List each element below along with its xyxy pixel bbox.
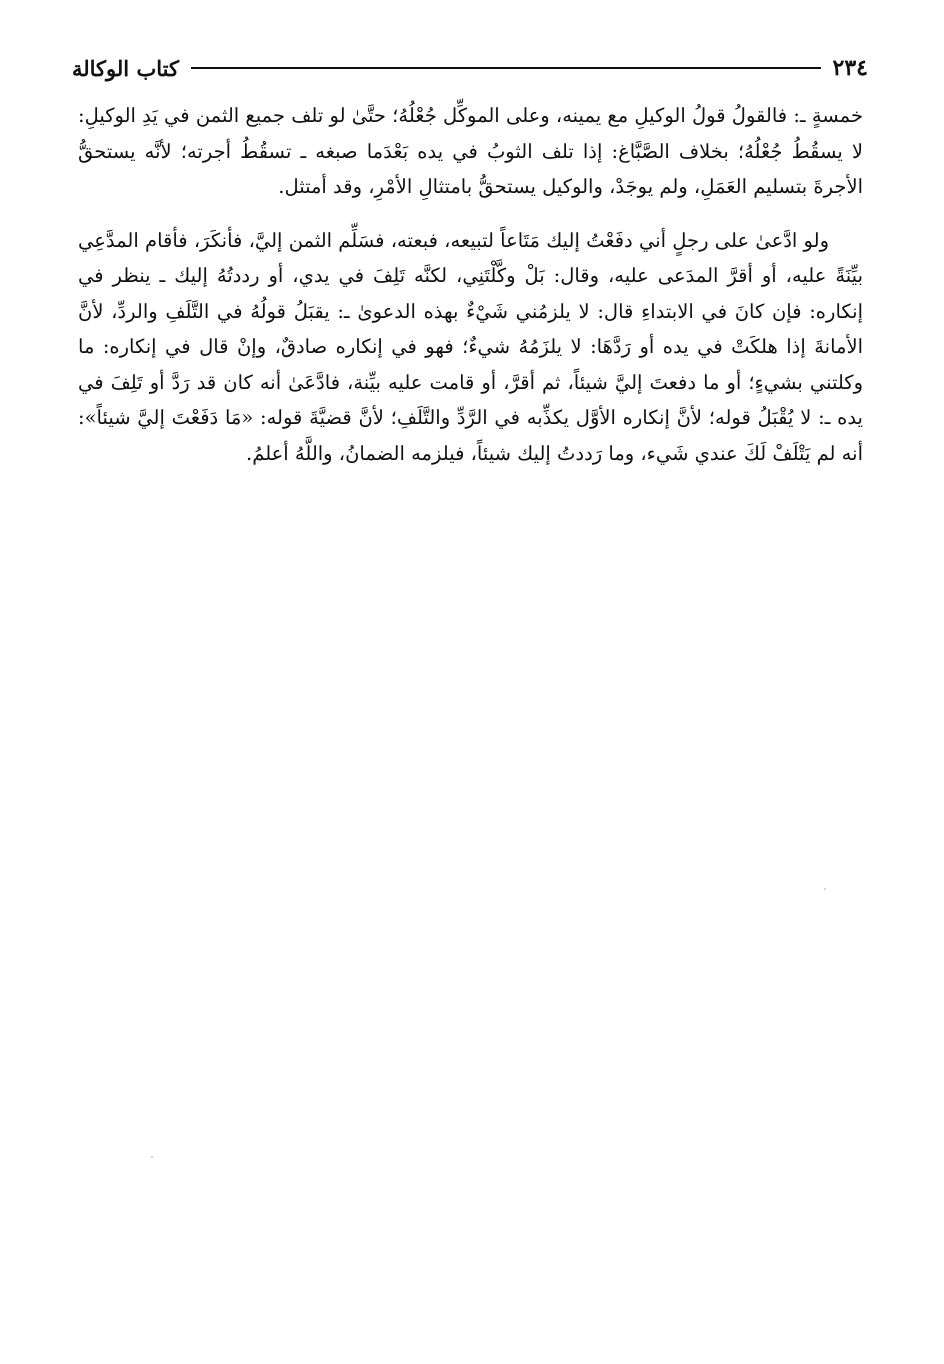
paper-speck — [824, 888, 826, 890]
header-bar — [72, 52, 868, 84]
paragraph-2: ولو ادَّعىٰ على رجلٍ أني دفَعْتُ إليك مَتَاعاً لتبيعه، فبعته، فسَلِّم الثمن إليَّ، فأنكَرَ، فأقام المدَّعِي بيِّنَةً عليه، أو أقرَّ المدَعى عليه، وقال: بَلْ وكَّلْتَنِي، لكنَّه تَلِفَ في يدي، أو رددتُهُ إليك ـ ينظر في إنكاره: فإن كانَ في الابتداءِ قال: لا يلزمُني شَيْءٌ بهذه الدعوىٰ ـ: يقبَلُ قولُهُ في التَّلَفِ والردِّ، لأنَّ الأمانةَ إذا هلكَتْ في يده أو رَدَّهَا: لا يلزَمُهُ شيءٌ؛ فهو في إنكاره صادقٌ، وإنْ قال في إنكاره: ما وكلتني بشيءٍ؛ أو ما دفعتَ إليَّ شيئاً، ثم أقرَّ، أو قامت عليه بيِّنة، فادَّعَىٰ أنه كان قد رَدَّ أو تَلِفَ في يده ـ: لا يُقْبَلُ قوله؛ لأنَّ إنكاره الأوَّل يكذِّبه في الرَّدِّ والتَّلَفِ؛ لأنَّ قضيَّةَ قوله: «مَا دَفَعْتَ إليَّ شيئاً»: أنه لم يَتْلَفْ لَكَ عندي شَيء، وما رَددتُ إليك شيئاً، فيلزمه الضمانُ، واللَّهُ أعلمُ. — [78, 228, 863, 465]
book-title: كتاب الوكالة — [72, 55, 179, 81]
page-number: ٢٣٤ — [832, 55, 868, 81]
header-rule — [191, 67, 821, 69]
body-text — [78, 98, 863, 471]
paragraph-1: خمسةٍ ـ: فالقولُ قولُ الوكيلِ مع يمينه، وعلى الموكِّل جُعْلُهُ؛ حتَّىٰ لو تلف جميع الثمن في يَدِ الوكيلِ: لا يسقُطُ جُعْلُهُ؛ بخلاف الصَّبَّاغ: إذا تلف الثوبُ في يده بَعْدَما صبغه ـ تسقُطُ أجرته؛ لأنَّه يستحقُّ الأجرةَ بتسليم العَمَلِ، ولم يوجَدْ، والوكيل يستحقُّ بامتثالِ الأمْرِ، وقد أمتثل. — [78, 104, 863, 198]
paper-speck — [151, 1156, 153, 1158]
running-header — [72, 52, 868, 88]
